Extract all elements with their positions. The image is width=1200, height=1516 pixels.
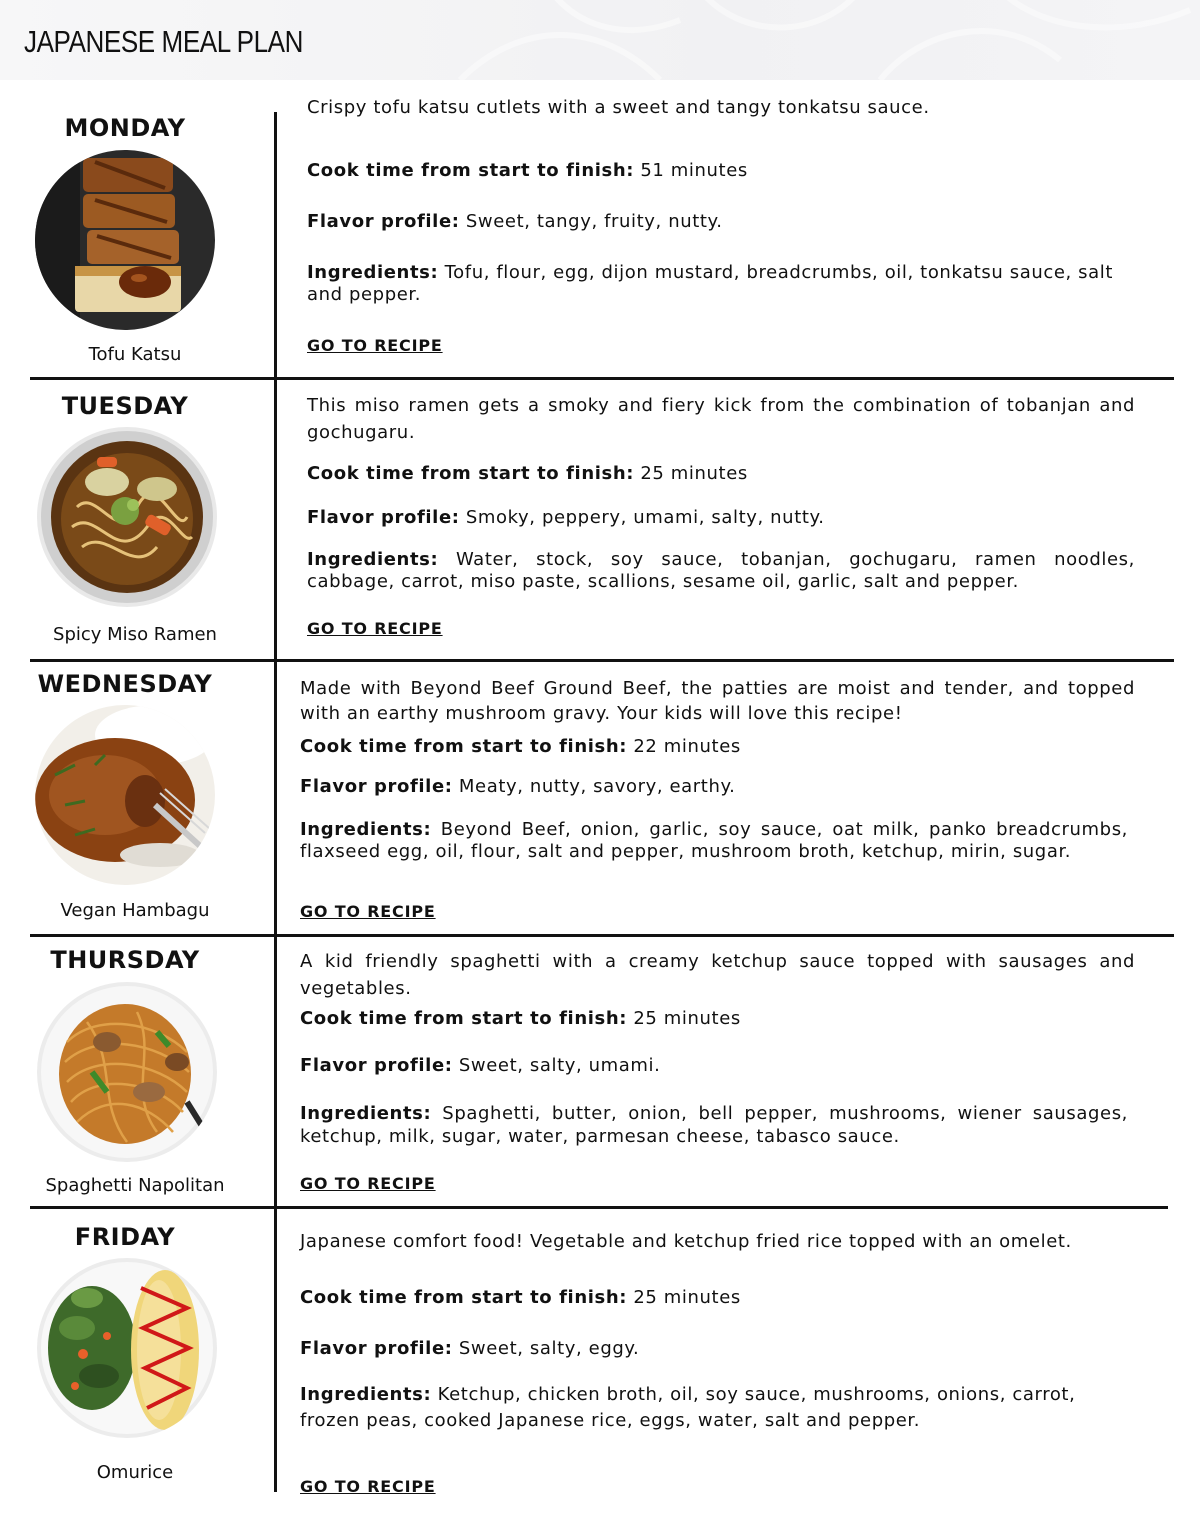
day-label-friday: FRIDAY [74, 1223, 176, 1251]
go-to-recipe-link-friday[interactable]: GO TO RECIPE [300, 1477, 436, 1496]
go-to-recipe-link-tuesday[interactable]: GO TO RECIPE [307, 619, 443, 638]
day-label-wednesday: WEDNESDAY [37, 670, 213, 698]
flavor-value: Sweet, tangy, fruity, nutty. [465, 211, 723, 232]
flavor-wednesday [300, 775, 1130, 798]
day-label-tuesday: TUESDAY [61, 392, 189, 420]
dish-name-monday: Tofu Katsu [88, 344, 182, 365]
description-thursday: A kid friendly spaghetti with a creamy ketchup sauce topped with sausages and vegetables. [300, 951, 1135, 999]
cook-time-value: 25 minutes [633, 1008, 741, 1029]
row-divider [30, 659, 1174, 662]
cook-time-wednesday [300, 735, 1130, 758]
description-wednesday: Made with Beyond Beef Ground Beef, the patties are moist and tender, and topped with an earthy mushroom gravy. Your kids will love this recipe! [300, 678, 1135, 724]
ingredients-wednesday [300, 819, 1128, 863]
flavor-label: Flavor profile: [307, 507, 460, 528]
cook-time-label: Cook time from start to finish: [307, 463, 635, 484]
flavor-value: Smoky, peppery, umami, salty, nutty. [465, 507, 825, 528]
ingredients-value: Water, stock, soy sauce, tobanjan, gochugaru, ramen noodles, cabbage, carrot, miso paste, scallions, sesame oil, garlic, salt and pepper. [307, 549, 1135, 592]
column-divider [274, 112, 277, 1492]
flavor-monday [307, 210, 1137, 233]
flavor-tuesday [307, 506, 1137, 529]
ingredients-label: Ingredients: [300, 1384, 432, 1405]
page-header [0, 0, 1200, 80]
ingredients-friday [300, 1382, 1135, 1434]
cook-time-friday [300, 1286, 1130, 1309]
dish-name-tuesday: Spicy Miso Ramen [53, 624, 217, 645]
cook-time-label: Cook time from start to finish: [300, 1008, 628, 1029]
cook-time-value: 22 minutes [633, 736, 741, 757]
spaghetti-napolitan-photo [37, 982, 217, 1162]
ingredients-value: Tofu, flour, egg, dijon mustard, breadcrumbs, oil, tonkatsu sauce, salt and pepper. [307, 262, 1114, 305]
flavor-value: Sweet, salty, umami. [458, 1055, 661, 1076]
decorative-pattern [400, 0, 1200, 80]
vegan-hambagu-photo [35, 705, 215, 885]
flavor-thursday [300, 1054, 1130, 1077]
go-to-recipe-link-wednesday[interactable]: GO TO RECIPE [300, 902, 436, 921]
miso-ramen-photo [37, 427, 217, 607]
ingredients-label: Ingredients: [300, 1103, 432, 1124]
ingredients-thursday [300, 1102, 1128, 1148]
flavor-friday [300, 1337, 1130, 1360]
ingredients-monday [307, 262, 1137, 306]
dish-name-wednesday: Vegan Hambagu [60, 900, 210, 921]
description-monday: Crispy tofu katsu cutlets with a sweet and tangy tonkatsu sauce. [307, 97, 930, 118]
ingredients-value: Spaghetti, butter, onion, bell pepper, mushrooms, wiener sausages, ketchup, milk, sugar, water, parmesan cheese, tabasco sauce. [300, 1103, 1129, 1147]
flavor-label: Flavor profile: [300, 776, 453, 797]
cook-time-label: Cook time from start to finish: [300, 1287, 628, 1308]
ingredients-label: Ingredients: [300, 819, 432, 840]
day-label-thursday: THURSDAY [50, 946, 200, 974]
page-title: JAPANESE MEAL PLAN [24, 24, 303, 59]
row-divider [30, 934, 1174, 937]
go-to-recipe-link-thursday[interactable]: GO TO RECIPE [300, 1174, 436, 1193]
cook-time-value: 25 minutes [633, 1287, 741, 1308]
description-friday: Japanese comfort food! Vegetable and ketchup fried rice topped with an omelet. [300, 1231, 1072, 1252]
ingredients-value: Beyond Beef, onion, garlic, soy sauce, oat milk, panko breadcrumbs, flaxseed egg, oil, flour, salt and pepper, mushroom broth, ketchup, mirin, sugar. [300, 819, 1128, 862]
ingredients-label: Ingredients: [307, 549, 439, 570]
description-tuesday: This miso ramen gets a smoky and fiery kick from the combination of tobanjan and gochugaru. [307, 395, 1135, 443]
cook-time-value: 51 minutes [640, 160, 748, 181]
tofu-katsu-photo [35, 150, 215, 330]
cook-time-thursday [300, 1007, 1130, 1030]
flavor-label: Flavor profile: [300, 1055, 453, 1076]
row-divider [30, 1206, 1168, 1209]
flavor-value: Meaty, nutty, savory, earthy. [458, 776, 736, 797]
go-to-recipe-link-monday[interactable]: GO TO RECIPE [307, 336, 443, 355]
cook-time-value: 25 minutes [640, 463, 748, 484]
omurice-photo [37, 1258, 217, 1438]
day-label-monday: MONDAY [64, 114, 186, 142]
row-divider [30, 377, 1174, 380]
ingredients-value: Ketchup, chicken broth, oil, soy sauce, mushrooms, onions, carrot, frozen peas, cooked Japanese rice, eggs, water, salt and pepper. [300, 1384, 1076, 1431]
flavor-label: Flavor profile: [307, 211, 460, 232]
cook-time-label: Cook time from start to finish: [307, 160, 635, 181]
dish-name-friday: Omurice [96, 1462, 174, 1483]
cook-time-label: Cook time from start to finish: [300, 736, 628, 757]
cook-time-tuesday [307, 462, 1137, 485]
ingredients-tuesday [307, 549, 1135, 593]
ingredients-label: Ingredients: [307, 262, 439, 283]
flavor-value: Sweet, salty, eggy. [458, 1338, 640, 1359]
cook-time-monday [307, 159, 1137, 182]
flavor-label: Flavor profile: [300, 1338, 453, 1359]
dish-name-thursday: Spaghetti Napolitan [45, 1175, 225, 1196]
